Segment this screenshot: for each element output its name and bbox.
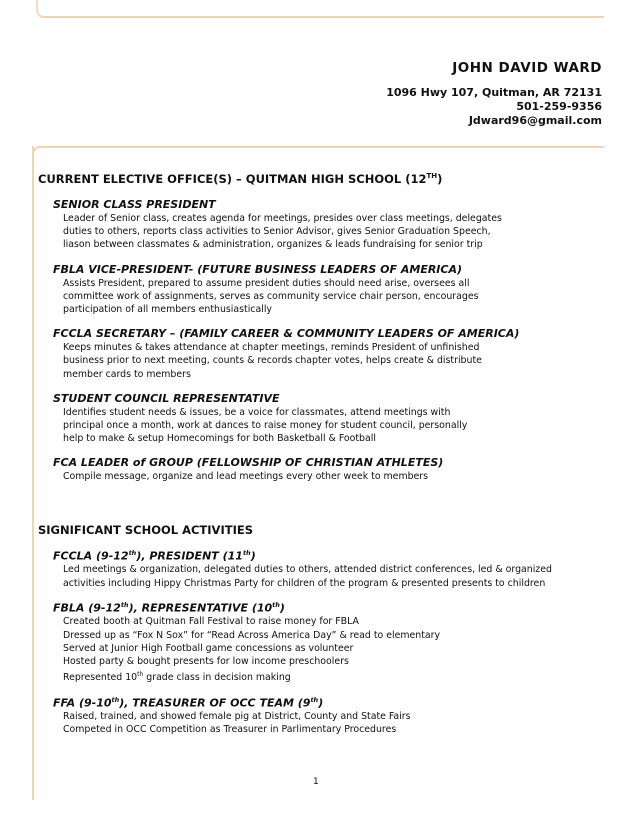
resume-body	[38, 172, 608, 748]
entry-title: STUDENT COUNCIL REPRESENTATIVE	[53, 391, 280, 405]
entry-senior-president	[53, 198, 608, 252]
entry-description: Leader of Senior class, creates agenda for meetings, presides over class meetings, delegates duties to others, reports class activities to Senior Advisor, gives Senior Graduation Speech, liason between classmates & administration, organizes & leads fundraising for senior trip	[63, 213, 502, 251]
top-border	[36, 0, 604, 18]
applicant-name: JOHN DAVID WARD	[452, 60, 602, 76]
resume-header	[386, 60, 602, 128]
page-number: 1	[313, 777, 319, 787]
entry-description: Keeps minutes & takes attendance at chapter meetings, reminds President of unfinished business prior to next meeting, counts & records chapter votes, helps create & distribute member cards to members	[63, 342, 482, 380]
entry-student-council	[53, 392, 608, 446]
entry-title: FFA (9-10th), TREASURER OF OCC TEAM (9th)	[53, 695, 324, 710]
entry-description: Compile message, organize and lead meetings every other week to members	[63, 471, 429, 483]
entry-title: SENIOR CLASS PRESIDENT	[53, 198, 216, 211]
entry-description: Identifies student needs & issues, be a voice for classmates, attend meetings with principal once a month, work at dances to raise money for student council, personally help to make & setup Homecomings for both Basketball & Football	[63, 406, 468, 445]
entry-fbla-vp	[53, 263, 608, 317]
entry-description: Led meetings & organization, delegated duties to others, attended district conferences, led & organized activities including Hippy Christmas Party for children of the program & presented presents to children	[63, 564, 552, 589]
entry-title: FCCLA (9-12th), PRESIDENT (11th)	[53, 548, 256, 563]
entry-title: FBLA (9-12th), REPRESENTATIVE (10th)	[53, 600, 285, 615]
entry-fbla-activity	[53, 601, 608, 685]
section-gap	[38, 495, 608, 523]
entry-title: FCCLA SECRETARY – (FAMILY CAREER & COMMUNITY LEADERS OF AMERICA)	[53, 327, 520, 341]
entry-description: Created booth at Quitman Fall Festival to raise money for FBLA Dressed up as “Fox N Sox” for “Read Across America Day” & read to elementary Served at Junior High Football game concessions as volunteer Hosted party & bought presents for low income preschoolers Represented 10th grade class in decision making	[63, 616, 441, 684]
entry-description: Assists President, prepared to assume president duties should need arise, oversees all committee work of assignments, serves as community service chair person, encourages participation of all members enthusiastically	[63, 277, 479, 316]
entry-fccla-activity	[53, 549, 608, 590]
address: 1096 Hwy 107, Quitman, AR 72131	[386, 86, 602, 99]
email: Jdward96@gmail.com	[468, 114, 602, 127]
entry-title: FCA LEADER of GROUP (FELLOWSHIP OF CHRISTIAN ATHLETES)	[53, 456, 444, 470]
entry-description: Raised, trained, and showed female pig at District, County and State Fairs Competed in OCC Competition as Treasurer in Parlimentary Procedures	[63, 711, 411, 736]
entry-ffa-activity	[53, 696, 608, 737]
section-title-office: CURRENT ELECTIVE OFFICE(S) – QUITMAN HIGH SCHOOL (12TH)	[38, 172, 443, 186]
entry-fccla-secretary	[53, 327, 608, 381]
entry-fca-leader	[53, 456, 608, 483]
entry-title: FBLA VICE-PRESIDENT- (FUTURE BUSINESS LEADERS OF AMERICA)	[53, 262, 463, 276]
phone: 501-259-9356	[516, 100, 602, 113]
section-title-activities: SIGNIFICANT SCHOOL ACTIVITIES	[38, 522, 253, 537]
